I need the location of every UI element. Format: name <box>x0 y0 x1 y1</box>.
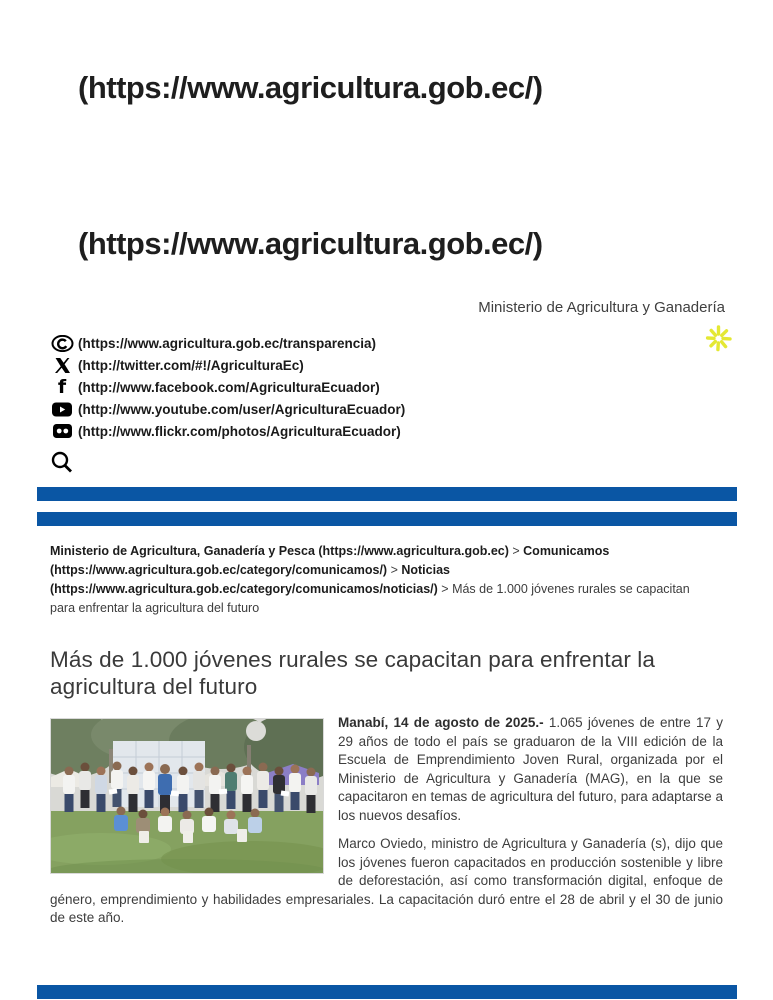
site-home-link-top[interactable]: (https://www.agricultura.gob.ec/) <box>78 70 543 105</box>
flickr-link[interactable] <box>50 420 405 442</box>
article-paragraph-2: Marco Oviedo, ministro de Agricultura y Ganadería (s), dijo que los jóvenes fueron capacitados en producción sostenible y libre de deforestación, así como transformación digital, enfoque de género, emprendimiento y habilidades empresariales. La capacitación duró entre el 28 de abril y el 30 de junio de este año. <box>50 836 723 925</box>
breadcrumb-separator: > <box>508 544 524 558</box>
transparency-link[interactable] <box>50 332 405 354</box>
article-body <box>50 714 723 938</box>
transparency-eye-icon <box>50 335 74 352</box>
youtube-link-label: (http://www.youtube.com/user/AgriculturaEcuador) <box>78 401 406 417</box>
breadcrumb-separator: > <box>387 563 402 577</box>
article-paragraph-1-text: 1.065 jóvenes de entre 17 y 29 años de todo el país se graduaron de la VIII edición de la Escuela de Emprendimiento Joven Rural, organizada por el Ministerio de Agricultura y Ganadería (MAG), en la que se capacitaron en temas de agricultura del futuro, para adaptarse a los nuevos desafíos. <box>338 715 723 823</box>
youtube-link[interactable] <box>50 398 405 420</box>
article-dateline: Manabí, 14 de agosto de 2025.- <box>338 715 544 730</box>
loading-spinner-icon <box>705 325 732 352</box>
flickr-icon <box>50 424 74 438</box>
transparency-link-label: (https://www.agricultura.gob.ec/transparencia) <box>78 335 377 351</box>
breadcrumb <box>50 542 714 618</box>
twitter-x-icon <box>50 358 74 373</box>
footer-divider-bar <box>37 985 737 999</box>
page-title: Más de 1.000 jóvenes rurales se capacitan para enfrentar la agricultura del futuro <box>50 647 656 699</box>
social-links <box>50 332 405 442</box>
youtube-icon <box>50 402 74 417</box>
breadcrumb-current-page: Más de 1.000 jóvenes rurales se capacitan para enfrentar la agricultura del futuro <box>50 582 690 615</box>
twitter-link-label: (http://twitter.com/#!/AgriculturaEc) <box>78 357 304 373</box>
facebook-link-label: (http://www.facebook.com/AgriculturaEcuador) <box>78 379 380 395</box>
twitter-link[interactable] <box>50 354 405 376</box>
breadcrumb-noticias-link[interactable]: Noticias (https://www.agricultura.gob.ec/category/comunicamos/noticias/) <box>50 563 450 596</box>
breadcrumb-comunicamos-link[interactable]: Comunicamos (https://www.agricultura.gob.ec/category/comunicamos/) <box>50 544 610 577</box>
divider-bar-top <box>37 487 737 501</box>
article-photo <box>50 718 324 874</box>
site-home-link-bottom[interactable]: (https://www.agricultura.gob.ec/) <box>78 226 543 261</box>
divider-bar-bottom <box>37 512 737 526</box>
breadcrumb-separator: > <box>437 582 453 596</box>
search-icon[interactable] <box>49 450 75 476</box>
facebook-link[interactable] <box>50 376 405 398</box>
breadcrumb-home-link[interactable]: Ministerio de Agricultura, Ganadería y Pesca (https://www.agricultura.gob.ec) <box>50 544 509 558</box>
ministry-name-text: Ministerio de Agricultura y Ganadería <box>478 299 725 316</box>
flickr-link-label: (http://www.flickr.com/photos/AgriculturaEcuador) <box>78 423 401 439</box>
facebook-icon: f <box>57 375 67 398</box>
